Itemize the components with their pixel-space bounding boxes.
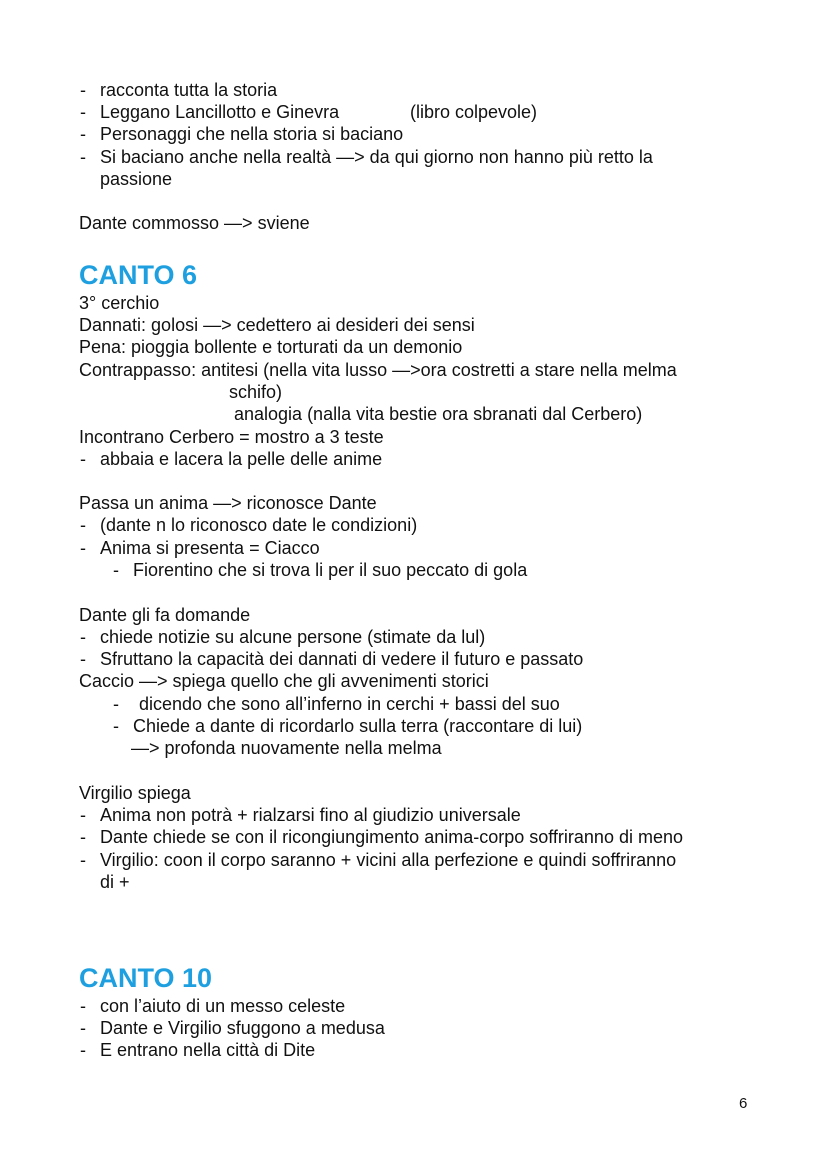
text-line: 3° cerchio (79, 293, 160, 313)
bullet-dash: - (80, 649, 86, 669)
bullet-dash: - (80, 449, 86, 469)
bullet-dash: - (80, 515, 86, 535)
bullet-dash: - (80, 805, 86, 825)
section-heading: CANTO 10 (79, 963, 213, 993)
bullet-text: con l’aiuto di un messo celeste (100, 996, 346, 1016)
text-line: Virgilio spiega (79, 783, 191, 803)
bullet-dash: - (80, 850, 86, 870)
text-line: —> profonda nuovamente nella melma (131, 738, 442, 758)
text-line: analogia (nalla vita bestie ora sbranati dal Cerbero) (234, 404, 643, 424)
bullet-text: Dante e Virgilio sfuggono a medusa (100, 1018, 385, 1038)
text-line: Contrappasso: antitesi (nella vita lusso —>ora costretti a stare nella melma (79, 360, 677, 380)
bullet-text: (dante n lo riconosco date le condizioni) (100, 515, 418, 535)
page-number: 6 (739, 1095, 748, 1112)
bullet-dash: - (80, 1040, 86, 1060)
bullet-text-cont: di + (100, 872, 130, 892)
sub-bullet-text: Fiorentino che si trova li per il suo peccato di gola (133, 560, 528, 580)
bullet-text: Virgilio: coon il corpo saranno + vicini alla perfezione e quindi soffriranno (100, 850, 677, 870)
bullet-text: Anima non potrà + rialzarsi fino al giudizio universale (100, 805, 521, 825)
bullet-text: Anima si presenta = Ciacco (100, 538, 320, 558)
bullet-dash: - (80, 102, 86, 122)
bullet-dash: - (113, 694, 119, 714)
bullet-text: Leggano Lancillotto e Ginevra (100, 102, 340, 122)
text-line: Dante gli fa domande (79, 605, 251, 625)
sub-bullet-text: Chiede a dante di ricordarlo sulla terra (raccontare di lui) (133, 716, 583, 736)
text-line: Incontrano Cerbero = mostro a 3 teste (79, 427, 384, 447)
bullet-dash: - (80, 124, 86, 144)
bullet-dash: - (80, 827, 86, 847)
bullet-dash: - (80, 147, 86, 167)
text-line: Dante commosso —> sviene (79, 213, 310, 233)
text-line: schifo) (229, 382, 283, 402)
bullet-text: racconta tutta la storia (100, 80, 278, 100)
bullet-text: Personaggi che nella storia si baciano (100, 124, 404, 144)
section-heading: CANTO 6 (79, 260, 198, 290)
bullet-dash: - (113, 560, 119, 580)
bullet-text: chiede notizie su alcune persone (stimate da lul) (100, 627, 486, 647)
bullet-text: abbaia e lacera la pelle delle anime (100, 449, 383, 469)
bullet-text: E entrano nella città di Dite (100, 1040, 316, 1060)
bullet-dash: - (113, 716, 119, 736)
bullet-note: (libro colpevole) (410, 102, 538, 122)
text-line: Dannati: golosi —> cedettero ai desideri dei sensi (79, 315, 475, 335)
bullet-text: Sfruttano la capacità dei dannati di vedere il futuro e passato (100, 649, 584, 669)
text-line: Passa un anima —> riconosce Dante (79, 493, 377, 513)
bullet-dash: - (80, 1018, 86, 1038)
bullet-text-cont: passione (100, 169, 173, 189)
text-line: Pena: pioggia bollente e torturati da un demonio (79, 337, 463, 357)
bullet-text: Si baciano anche nella realtà —> da qui giorno non hanno più retto la (100, 147, 653, 167)
bullet-dash: - (80, 80, 86, 100)
bullet-dash: - (80, 627, 86, 647)
sub-bullet-text: dicendo che sono all’inferno in cerchi + bassi del suo (139, 694, 560, 714)
bullet-dash: - (80, 538, 86, 558)
text-line: Caccio —> spiega quello che gli avvenimenti storici (79, 671, 489, 691)
bullet-dash: - (80, 996, 86, 1016)
bullet-text: Dante chiede se con il ricongiungimento anima-corpo soffriranno di meno (100, 827, 683, 847)
